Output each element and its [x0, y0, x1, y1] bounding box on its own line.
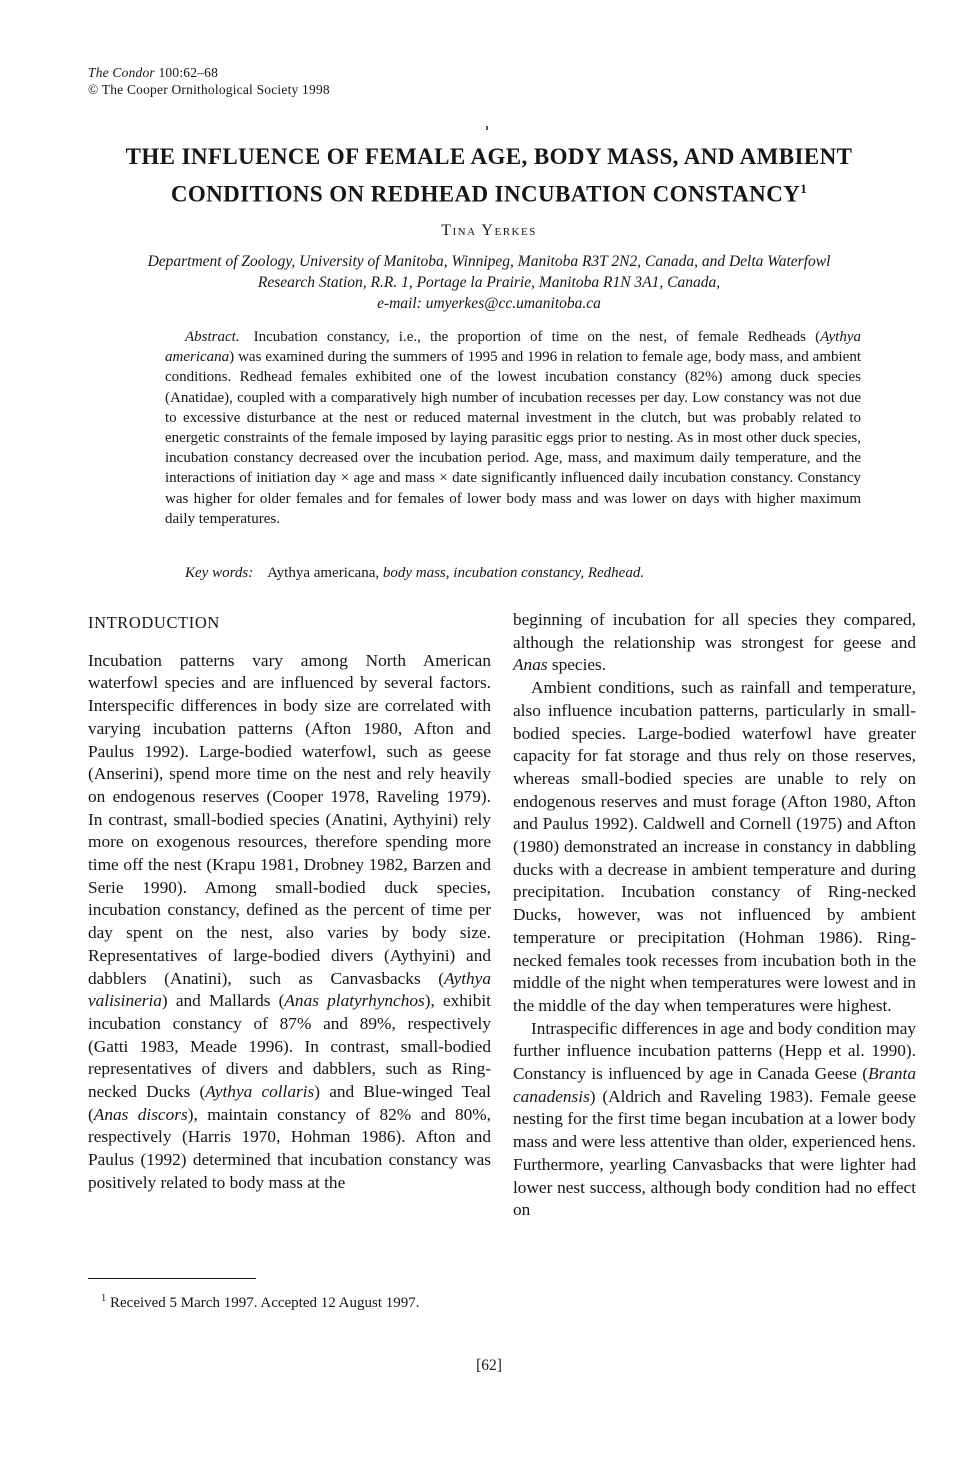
page-number: [62]	[476, 1357, 502, 1374]
introduction-paragraph-1: Incubation patterns vary among North American waterfowl species and are influenced by several factors. Interspecific differences in body size are correlated with varying incubation patterns (Afton 1980, Afton and Paulus 1992). Large-bodied waterfowl, such as geese (Anserini), spend more time on the nest and rely heavily on endogenous reserves (Cooper 1978, Raveling 1979). In contrast, small-bodied species (Anatini, Aythyini) rely more on exogenous resources, therefore spending more time off the nest (Krapu 1981, Drobney 1982, Barzen and Serie 1990). Among small-bodied duck species, incubation constancy, defined as the percent of time per day spent on the nest, also varies by body size. Representatives of large-bodied divers (Aythyini) and dabblers (Anatini), such as Canvasbacks (Aythya valisineria) and Mallards (Anas platyrhynchos), exhibit incubation constancy of 87% and 89%, respectively (Gatti 1983, Meade 1996). In contrast, small-bodied representatives of divers and dabblers, such as Ring-necked Ducks (Aythya collaris) and Blue-winged Teal (Anas discors), maintain constancy of 82% and 80%, respectively (Harris 1970, Hohman 1986). Afton and Paulus (1992) determined that incubation constancy was positively related to body mass at the	[88, 650, 491, 1192]
abstract-section	[165, 327, 861, 529]
received-footnote	[88, 1278, 491, 1315]
keywords-label: Key words:	[185, 565, 254, 581]
keywords-text: Aythya americana, body mass, incubation constancy, Redhead.	[267, 565, 645, 581]
affiliation-line1: Department of Zoology, University of Manitoba, Winnipeg, Manitoba R3T 2N2, Canada, and Delta Waterfowl	[147, 253, 831, 270]
introduction-paragraph-3: Intraspecific differences in age and body condition may further influence incubation patterns (Hepp et al. 1990). Constancy is influenced by age in Canada Geese (Branta canadensis) (Aldrich and Raveling 1983). Female geese nesting for the first time began incubation at a lower body mass and were less attentive than older, experienced hens. Furthermore, yearling Canvasbacks that were lighter had lower nest success, although body condition had no effect on	[513, 1018, 917, 1220]
abstract-label: Abstract.	[185, 329, 240, 345]
title-footnote-marker: 1	[800, 181, 808, 196]
introduction-paragraph-2: Ambient conditions, such as rainfall and temperature, also influence incubation patterns, particularly in small-bodied species. Large-bodied waterfowl have greater capacity for fat storage and thus rely on those reserves, whereas small-bodied species are unable to rely on endogenous reserves and must forage (Afton 1980, Afton and Paulus 1992). Caldwell and Cornell (1975) and Afton (1980) demonstrated an increase in constancy in dabbling ducks with a decrease in ambient temperature and during precipitation. Incubation constancy of Ring-necked Ducks, however, was not influenced by ambient temperature or precipitation (Hohman 1986). Ring-necked females took recesses from incubation both in the middle of the night when temperatures were lowest and in the middle of the day when temperatures were highest.	[513, 678, 916, 1015]
author-name: Tina Yerkes	[441, 222, 537, 239]
affiliation-line2: Research Station, R.R. 1, Portage la Prairie, Manitoba R1N 3A1, Canada,	[257, 274, 721, 291]
abstract-paragraph	[165, 327, 861, 529]
scan-artifact-dot	[486, 126, 488, 130]
abstract-text: Incubation constancy, i.e., the proportion of time on the nest, of female Redheads (Aythya americana) was examined during the summers of 1995 and 1996 in relation to female age, body mass, and ambient conditions. Redhead females exhibited one of the lowest incubation constancy (82%) among duck species (Anatidae), coupled with a comparatively high number of incubation recesses per day. Low constancy was not due to excessive disturbance at the nest or reduced maternal investment in the clutch, but was probably related to energetic constraints of the female imposed by laying parasitic eggs prior to nesting. As in most other duck species, incubation constancy decreased over the incubation period. Age, mass, and maximum daily temperature, and the interactions of initiation day × age and mass × date significantly influenced daily incubation constancy. Constancy was higher for older females and for females of lower body mass and was lower on days with higher maximum daily temperatures.	[165, 329, 861, 527]
introduction-heading: INTRODUCTION	[88, 613, 220, 632]
footnote-text	[88, 1288, 491, 1315]
footnote-body: Received 5 March 1997. Accepted 12 August 1997.	[106, 1295, 420, 1311]
keywords-line	[165, 563, 861, 583]
journal-copyright: © The Cooper Ornithological Society 1998	[88, 82, 330, 97]
journal-citation: The Condor 100:62–68	[88, 65, 219, 80]
affiliation-email: e-mail: umyerkes@cc.umanitoba.ca	[377, 295, 601, 312]
journal-header	[88, 64, 330, 98]
title-block	[50, 141, 928, 211]
paper-title-line2: CONDITIONS ON REDHEAD INCUBATION CONSTANCY	[170, 181, 801, 207]
right-column	[513, 609, 916, 1222]
author-affiliation	[0, 251, 978, 314]
footnote-rule	[88, 1278, 256, 1279]
paper-title	[50, 141, 928, 211]
footnote-marker: 1	[101, 1293, 107, 1304]
introduction-paragraph-1-continued: beginning of incubation for all species they compared, although the relationship was strongest for geese and Anas species.	[513, 610, 916, 675]
left-column	[88, 612, 491, 1195]
paper-title-line1: THE INFLUENCE OF FEMALE AGE, BODY MASS, AND AMBIENT	[125, 144, 853, 169]
